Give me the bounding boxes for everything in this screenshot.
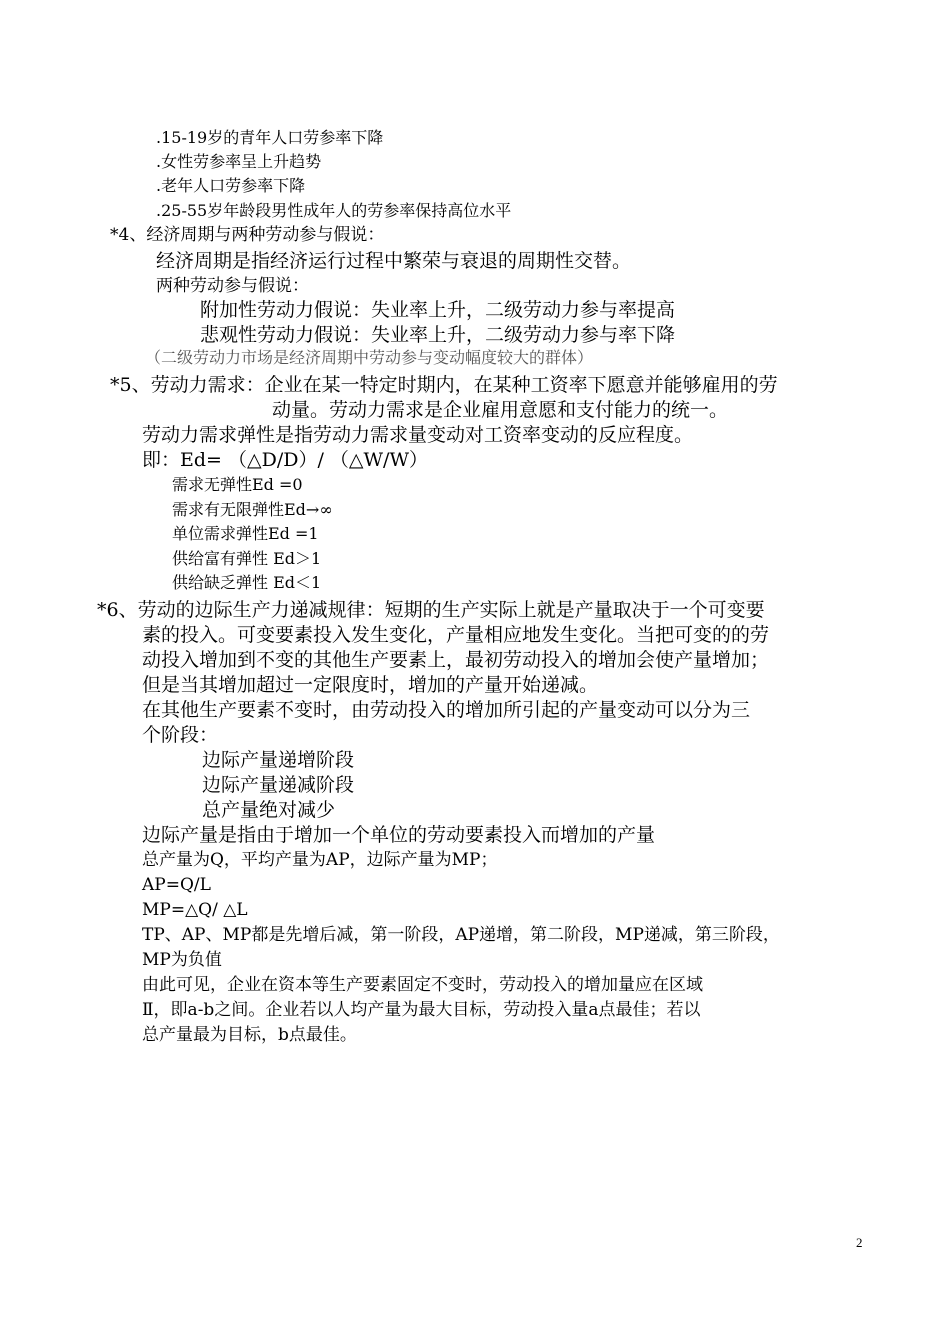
conclusion-line-1: 由此可见，企业在资本等生产要素固定不变时，劳动投入的增加量应在区域: [142, 975, 703, 995]
diminishing-returns-line-3: 动投入增加到不变的其他生产要素上，最初劳动投入的增加会使产量增加；: [142, 649, 770, 671]
tp-ap-mp-line-1: TP、AP、MP都是先增后减，第一阶段，AP递增，第二阶段，MP递减，第三阶段，: [142, 925, 780, 945]
bullet-elderly: .老年人口劳参率下降: [156, 176, 306, 195]
stage-3: 总产量绝对减少: [202, 799, 336, 821]
section-4-heading: *4、经济周期与两种劳动参与假说：: [110, 225, 385, 245]
business-cycle-definition: 经济周期是指经济运行过程中繁荣与衰退的周期性交替。: [156, 250, 632, 272]
ap-formula: AP=Q/L: [142, 875, 211, 895]
mp-formula: MP=△Q/ △L: [142, 900, 248, 920]
elasticity-formula: 即：Ed= （△D/D）/ （△W/W）: [142, 449, 428, 471]
elasticity-type-4: 供给富有弹性 Ed＞1: [172, 549, 322, 568]
diminishing-returns-line-1: *6、劳动的边际生产力递减规律：短期的生产实际上就是产量取决于一个可变要: [97, 599, 765, 621]
stage-2: 边际产量递减阶段: [202, 774, 355, 796]
marginal-product-definition: 边际产量是指由于增加一个单位的劳动要素投入而增加的产量: [142, 824, 656, 846]
elasticity-type-1: 需求无弹性Ed =0: [172, 475, 303, 494]
bullet-men: .25-55岁年龄段男性成年人的劳参率保持高位水平: [156, 201, 512, 220]
three-stages-line-2: 个阶段：: [142, 724, 219, 746]
bullet-women: .女性劳参率呈上升趋势: [156, 152, 322, 171]
elasticity-type-5: 供给缺乏弹性 Ed＜1: [172, 573, 322, 592]
conclusion-line-3: 总产量最为目标，b点最佳。: [142, 1025, 357, 1045]
labor-demand-line-1: *5、劳动力需求：企业在某一特定时期内，在某种工资率下愿意并能够雇用的劳: [110, 374, 778, 396]
page-number: 2: [856, 1235, 863, 1250]
labor-demand-line-2: 动量。劳动力需求是企业雇用意愿和支付能力的统一。: [272, 399, 729, 421]
secondary-market-note: （二级劳动力市场是经济周期中劳动参与变动幅度较大的群体）: [145, 348, 594, 367]
bullet-youth: .15-19岁的青年人口劳参率下降: [156, 128, 384, 147]
notation-line: 总产量为Q，平均产量为AP，边际产量为MP；: [142, 850, 498, 870]
hypotheses-title: 两种劳动参与假说：: [156, 276, 309, 296]
elasticity-type-2: 需求有无限弹性Ed→∞: [172, 500, 333, 519]
three-stages-line-1: 在其他生产要素不变时，由劳动投入的增加所引起的产量变动可以分为三: [142, 699, 751, 721]
stage-1: 边际产量递增阶段: [202, 749, 355, 771]
diminishing-returns-line-4: 但是当其增加超过一定限度时，增加的产量开始递减。: [142, 674, 599, 696]
elasticity-type-3: 单位需求弹性Ed =1: [172, 524, 319, 543]
tp-ap-mp-line-2: MP为负值: [142, 950, 222, 970]
additive-hypothesis: 附加性劳动力假说：失业率上升，二级劳动力参与率提高: [200, 299, 676, 321]
conclusion-line-2: Ⅱ，即a-b之间。企业若以人均产量为最大目标，劳动投入量a点最佳；若以: [142, 1000, 701, 1020]
discouraged-hypothesis: 悲观性劳动力假说：失业率上升，二级劳动力参与率下降: [200, 324, 676, 346]
demand-elasticity-definition: 劳动力需求弹性是指劳动力需求量变动对工资率变动的反应程度。: [142, 424, 694, 446]
diminishing-returns-line-2: 素的投入。可变要素投入发生变化，产量相应地发生变化。当把可变的的劳: [142, 624, 770, 646]
